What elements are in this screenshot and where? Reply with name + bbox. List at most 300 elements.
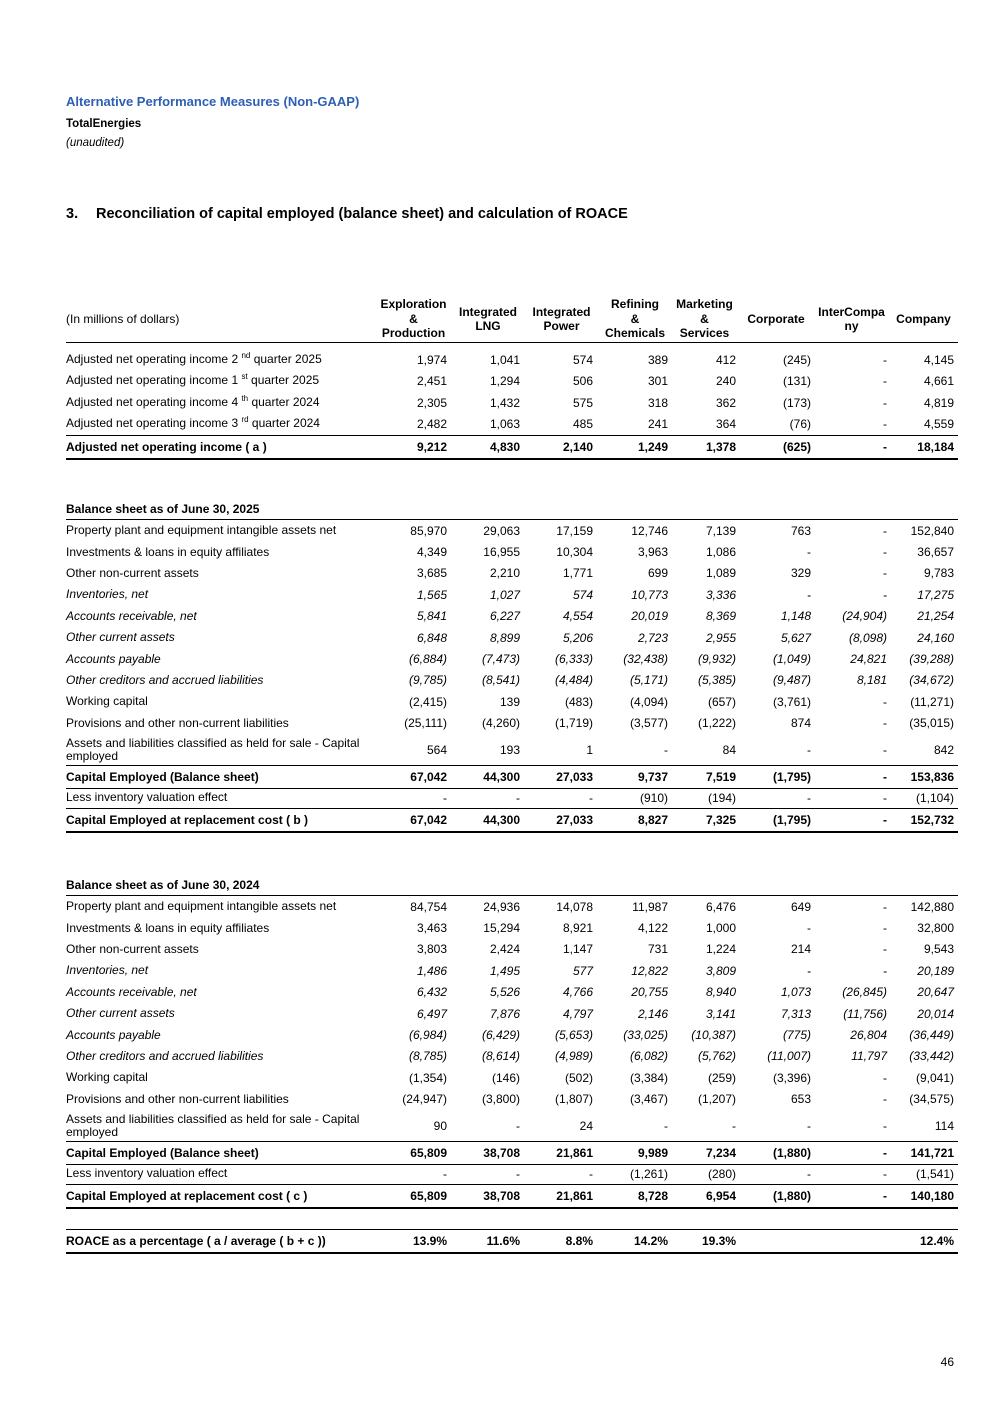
row-label: Provisions and other non-current liabilities <box>66 1091 289 1106</box>
cell-value: (5,653) <box>554 1028 593 1043</box>
cell-value: 90 <box>433 1118 447 1133</box>
cell-value: 2,140 <box>562 440 593 454</box>
cell-value: 3,336 <box>705 587 736 602</box>
cell-value: - <box>807 1118 811 1133</box>
cell-value: 1,063 <box>489 416 520 431</box>
page-number: 46 <box>940 1355 954 1369</box>
cell-value: 574 <box>572 352 593 367</box>
cell-value: (259) <box>707 1070 736 1085</box>
table-row <box>66 982 958 1003</box>
cell-value: 13.9% <box>412 1234 447 1248</box>
table-row <box>66 787 958 808</box>
cell-value: 1,495 <box>489 963 520 978</box>
cell-value: - <box>443 1166 447 1181</box>
cell-value: 1,041 <box>489 352 520 367</box>
cell-value: 362 <box>715 395 736 410</box>
cell-value: 19.3% <box>701 1234 736 1248</box>
cell-value: 240 <box>715 373 736 388</box>
cell-value: (502) <box>564 1070 593 1085</box>
cell-value: 7,313 <box>780 1006 811 1021</box>
cell-value: (194) <box>707 790 736 805</box>
cell-value: 20,189 <box>917 963 954 978</box>
cell-value: 2,723 <box>637 630 668 645</box>
cell-value: 152,732 <box>910 813 954 827</box>
column-header-line: & <box>409 311 418 326</box>
table-row <box>66 917 958 938</box>
cell-value: 24,936 <box>483 899 520 914</box>
cell-value: 67,042 <box>410 813 447 827</box>
row-label-part: Adjusted net operating income 2 <box>66 352 242 366</box>
cell-value: 4,797 <box>562 1006 593 1021</box>
cell-value: - <box>883 416 887 431</box>
cell-value: 27,033 <box>556 813 593 827</box>
cell-value: 8,181 <box>856 673 887 688</box>
cell-value: 214 <box>790 942 811 957</box>
cell-value: 20,755 <box>631 985 668 1000</box>
table-row <box>66 960 958 981</box>
cell-value: 44,300 <box>483 813 520 827</box>
cell-value: - <box>732 1118 736 1133</box>
row-label: Working capital <box>66 694 148 709</box>
table-row <box>66 1046 958 1067</box>
table-row <box>66 896 958 917</box>
cell-value: - <box>883 1118 887 1133</box>
cell-value: (131) <box>782 373 811 388</box>
column-header <box>889 296 958 342</box>
cell-value: 2,482 <box>416 416 447 431</box>
table-row <box>66 413 958 434</box>
column-header-line: Company <box>896 311 951 326</box>
cell-value: 4,349 <box>416 545 447 560</box>
cell-value: 5,526 <box>489 985 520 1000</box>
cell-value: 193 <box>499 742 520 757</box>
column-header-line: Chemicals <box>604 326 666 341</box>
cell-value: 1,565 <box>416 587 447 602</box>
cell-value: 65,809 <box>410 1146 447 1160</box>
row-label: Other creditors and accrued liabilities <box>66 1048 264 1063</box>
cell-value: - <box>883 813 887 827</box>
cell-value: (1,049) <box>772 652 811 667</box>
cell-value: 6,432 <box>416 985 447 1000</box>
cell-value: (657) <box>707 694 736 709</box>
table-row <box>66 1141 958 1165</box>
cell-value: 5,841 <box>416 609 447 624</box>
cell-value: - <box>883 395 887 410</box>
cell-value: (1,541) <box>915 1166 954 1181</box>
table-row <box>66 713 958 734</box>
cell-value: (1,795) <box>772 770 811 784</box>
cell-value: 11.6% <box>486 1234 520 1248</box>
table-row <box>66 1163 958 1184</box>
section-title-text: Reconciliation of capital employed (balance sheet) and calculation of ROACE <box>96 206 628 222</box>
cell-value: 2,210 <box>489 566 520 581</box>
cell-value: 153,836 <box>910 770 954 784</box>
row-label <box>66 349 386 370</box>
cell-value: - <box>883 545 887 560</box>
cell-value: (4,989) <box>554 1049 593 1064</box>
cell-value: - <box>883 523 887 538</box>
cell-value: - <box>807 790 811 805</box>
cell-value: 8,728 <box>637 1189 668 1203</box>
cell-value: (173) <box>782 395 811 410</box>
cell-value: (32,438) <box>623 652 668 667</box>
cell-value: 4,145 <box>923 352 954 367</box>
cell-value: 318 <box>647 395 668 410</box>
cell-value: (39,288) <box>909 652 954 667</box>
cell-value: - <box>883 790 887 805</box>
cell-value: (8,785) <box>408 1049 447 1064</box>
cell-value: 9,543 <box>923 942 954 957</box>
cell-value: 12.4% <box>919 1234 954 1248</box>
cell-value: (9,932) <box>697 652 736 667</box>
cell-value: 8.8% <box>565 1234 593 1248</box>
row-label-part: quarter 2024 <box>248 395 320 409</box>
cell-value: 1,000 <box>705 921 736 936</box>
column-header-line: Marketing <box>676 297 733 312</box>
row-label <box>66 370 386 391</box>
row-label: Property plant and equipment intangible assets net <box>66 899 337 914</box>
cell-value: 4,819 <box>923 395 954 410</box>
cell-value: 18,184 <box>917 440 954 454</box>
cell-value: (146) <box>491 1070 520 1085</box>
cell-value: 1,148 <box>780 609 811 624</box>
table-row <box>66 563 958 584</box>
table-header-row <box>66 296 958 343</box>
cell-value: 564 <box>426 742 447 757</box>
cell-value: - <box>883 963 887 978</box>
cell-value: 9,783 <box>923 566 954 581</box>
cell-value: 67,042 <box>410 770 447 784</box>
cell-value: 6,227 <box>489 609 520 624</box>
cell-value: 36,657 <box>917 545 954 560</box>
cell-value: 20,019 <box>631 609 668 624</box>
cell-value: 6,848 <box>416 630 447 645</box>
cell-value: 21,861 <box>556 1189 593 1203</box>
cell-value: (6,333) <box>554 652 593 667</box>
row-label: Other creditors and accrued liabilities <box>66 672 264 687</box>
cell-value: 5,627 <box>780 630 811 645</box>
unaudited-note: (unaudited) <box>66 137 125 149</box>
table-row <box>66 541 958 562</box>
cell-value: 1,249 <box>637 440 668 454</box>
table-row <box>66 939 958 960</box>
cell-value: 2,424 <box>489 942 520 957</box>
cell-value: - <box>589 790 593 805</box>
cell-value: 44,300 <box>483 770 520 784</box>
row-label-part: th <box>241 394 249 403</box>
cell-value: (1,880) <box>772 1189 811 1203</box>
row-label: Other non-current assets <box>66 941 199 956</box>
cell-value: 2,146 <box>637 1006 668 1021</box>
cell-value: (3,800) <box>481 1092 520 1107</box>
column-header-line: Refining <box>611 297 659 312</box>
row-label: Accounts receivable, net <box>66 984 197 999</box>
cell-value: 32,800 <box>917 921 954 936</box>
cell-value: (6,984) <box>408 1028 447 1043</box>
cell-value: 364 <box>715 416 736 431</box>
table-row <box>66 765 958 789</box>
column-header-line: Corporate <box>747 311 805 326</box>
cell-value: 141,721 <box>910 1146 954 1160</box>
cell-value: - <box>589 1166 593 1181</box>
section-heading: Balance sheet as of June 30, 2024 <box>66 877 260 892</box>
cell-value: 139 <box>499 694 520 709</box>
cell-value: 9,989 <box>637 1146 668 1160</box>
cell-value: (775) <box>782 1028 811 1043</box>
column-header-line: Power <box>543 319 580 333</box>
row-label: Investments & loans in equity affiliates <box>66 920 270 935</box>
cell-value: 11,797 <box>851 1049 887 1064</box>
cell-value: 152,840 <box>910 523 954 538</box>
row-label: Accounts payable <box>66 1027 161 1042</box>
row-label: Less inventory valuation effect <box>66 1166 228 1180</box>
cell-value: - <box>807 742 811 757</box>
cell-value: 142,880 <box>910 899 954 914</box>
cell-value: 4,661 <box>923 373 954 388</box>
table-row <box>66 1067 958 1088</box>
cell-value: 7,325 <box>705 813 736 827</box>
cell-value: (245) <box>782 352 811 367</box>
cell-value: - <box>516 1166 520 1181</box>
cell-value: 65,809 <box>410 1189 447 1203</box>
column-header <box>738 296 814 342</box>
table-row <box>66 435 958 460</box>
cell-value: 412 <box>715 352 736 367</box>
row-label: Other current assets <box>66 630 175 645</box>
row-label: ROACE as a percentage ( a / average ( b + c )) <box>66 1233 326 1248</box>
cell-value: 1,086 <box>705 545 736 560</box>
cell-value: 2,451 <box>416 373 447 388</box>
cell-value: 1,073 <box>780 985 811 1000</box>
cell-value: (36,449) <box>909 1028 954 1043</box>
table-row <box>66 670 958 691</box>
cell-value: 11,987 <box>632 899 668 914</box>
cell-value: 3,141 <box>705 1006 736 1021</box>
cell-value: (5,385) <box>697 673 736 688</box>
cell-value: (76) <box>789 416 811 431</box>
cell-value: 4,830 <box>489 440 520 454</box>
cell-value: - <box>883 942 887 957</box>
row-label: Assets and liabilities classified as held for sale - Capital employed <box>66 1111 360 1139</box>
cell-value: (3,396) <box>772 1070 811 1085</box>
row-label: Property plant and equipment intangible assets net <box>66 523 337 538</box>
cell-value: 20,647 <box>917 985 954 1000</box>
cell-value: (33,025) <box>623 1028 668 1043</box>
cell-value: 7,139 <box>705 523 736 538</box>
cell-value: (35,015) <box>909 716 954 731</box>
row-label-part: quarter 2025 <box>247 373 320 387</box>
cell-value: 84 <box>722 742 736 757</box>
cell-value: 24 <box>579 1118 593 1133</box>
cell-value: - <box>807 545 811 560</box>
cell-value: 3,809 <box>705 963 736 978</box>
cell-value: 14.2% <box>633 1234 668 1248</box>
cell-value: 24,160 <box>917 630 954 645</box>
cell-value: 1,378 <box>705 440 736 454</box>
cell-value: 7,876 <box>489 1006 520 1021</box>
cell-value: 8,369 <box>705 609 736 624</box>
cell-value: 874 <box>790 716 811 731</box>
cell-value: (4,484) <box>554 673 593 688</box>
table-row <box>66 1110 958 1141</box>
cell-value: 731 <box>647 942 668 957</box>
cell-value: (9,041) <box>915 1070 954 1085</box>
cell-value: (4,094) <box>629 694 668 709</box>
cell-value: 8,827 <box>637 813 668 827</box>
cell-value: 3,685 <box>416 566 447 581</box>
row-label: Other current assets <box>66 1006 175 1021</box>
cell-value: - <box>883 742 887 757</box>
cell-value: - <box>883 440 887 454</box>
cell-value: 6,954 <box>705 1189 736 1203</box>
cell-value: 575 <box>572 395 593 410</box>
cell-value: (8,541) <box>481 673 520 688</box>
cell-value: (34,672) <box>909 673 954 688</box>
cell-value: 241 <box>647 416 668 431</box>
cell-value: 842 <box>933 742 954 757</box>
column-header <box>814 296 889 342</box>
cell-value: - <box>807 921 811 936</box>
cell-value: 14,078 <box>556 899 593 914</box>
cell-value: (25,111) <box>404 716 447 731</box>
cell-value: 1,027 <box>489 587 520 602</box>
table-row <box>66 606 958 627</box>
cell-value: 1,089 <box>705 566 736 581</box>
row-label: Provisions and other non-current liabilities <box>66 715 289 730</box>
section-heading-row <box>66 875 958 896</box>
cell-value: (24,904) <box>842 609 887 624</box>
table-row <box>66 691 958 712</box>
cell-value: (9,487) <box>772 673 811 688</box>
cell-value: 329 <box>790 566 811 581</box>
row-label: Inventories, net <box>66 963 149 978</box>
column-header <box>524 296 599 342</box>
cell-value: 1,771 <box>562 566 593 581</box>
cell-value: - <box>883 373 887 388</box>
cell-value: (483) <box>564 694 593 709</box>
cell-value: 21,861 <box>556 1146 593 1160</box>
cell-value: 38,708 <box>483 1189 520 1203</box>
unit-label: (In millions of dollars) <box>66 311 180 326</box>
cell-value: 2,955 <box>705 630 736 645</box>
cell-value: 8,940 <box>705 985 736 1000</box>
cell-value: (3,467) <box>629 1092 668 1107</box>
cell-value: 12,746 <box>631 523 668 538</box>
cell-value: 9,212 <box>416 440 447 454</box>
cell-value: 1,974 <box>416 352 447 367</box>
cell-value: - <box>807 963 811 978</box>
cell-value: 10,304 <box>556 545 593 560</box>
cell-value: 10,773 <box>631 587 668 602</box>
column-header <box>671 296 738 342</box>
cell-value: - <box>443 790 447 805</box>
table-row <box>66 734 958 765</box>
cell-value: 7,234 <box>705 1146 736 1160</box>
cell-value: 6,497 <box>416 1006 447 1021</box>
row-label-part: quarter 2024 <box>248 416 320 430</box>
section-number: 3. <box>66 206 79 222</box>
cell-value: 1,224 <box>705 942 736 957</box>
column-header-line: & <box>700 311 709 326</box>
cell-value: - <box>516 1118 520 1133</box>
cell-value: (1,104) <box>915 790 954 805</box>
table-row <box>66 627 958 648</box>
cell-value: - <box>664 742 668 757</box>
row-label: Capital Employed at replacement cost ( b ) <box>66 812 309 827</box>
cell-value: 9,737 <box>637 770 668 784</box>
row-label: Capital Employed (Balance sheet) <box>66 769 259 784</box>
cell-value: (9,785) <box>408 673 447 688</box>
cell-value: - <box>883 1070 887 1085</box>
row-label: Less inventory valuation effect <box>66 790 228 804</box>
row-label: Inventories, net <box>66 587 149 602</box>
table-row <box>66 808 958 833</box>
cell-value: - <box>807 587 811 602</box>
table-row <box>66 392 958 413</box>
cell-value: 15,294 <box>483 921 520 936</box>
row-label-part: Adjusted net operating income 3 <box>66 416 242 430</box>
row-label <box>66 392 386 413</box>
cell-value: - <box>883 716 887 731</box>
cell-value: - <box>883 1166 887 1181</box>
row-label-part: quarter 2025 <box>250 352 322 366</box>
cell-value: 1,432 <box>489 395 520 410</box>
company-name: TotalEnergies <box>66 118 142 130</box>
cell-value: (4,260) <box>481 716 520 731</box>
row-label: Assets and liabilities classified as held for sale - Capital employed <box>66 735 360 763</box>
row-label <box>66 413 386 434</box>
column-header-line: InterCompa <box>818 304 885 319</box>
cell-value: (1,880) <box>772 1146 811 1160</box>
cell-value: (6,429) <box>481 1028 520 1043</box>
cell-value: (8,098) <box>848 630 887 645</box>
cell-value: (3,761) <box>772 694 811 709</box>
section-heading-row <box>66 499 958 520</box>
cell-value: (11,271) <box>910 694 954 709</box>
cell-value: (33,442) <box>909 1049 954 1064</box>
cell-value: (1,795) <box>772 813 811 827</box>
cell-value: 699 <box>647 566 668 581</box>
cell-value: 27,033 <box>556 770 593 784</box>
cell-value: 1 <box>586 742 593 757</box>
cell-value: - <box>883 899 887 914</box>
cell-value: - <box>883 566 887 581</box>
table-row <box>66 1024 958 1045</box>
table-row <box>66 584 958 605</box>
cell-value: 574 <box>572 587 593 602</box>
cell-value: (910) <box>639 790 668 805</box>
cell-value: - <box>883 1146 887 1160</box>
cell-value: 5,206 <box>562 630 593 645</box>
cell-value: (24,947) <box>402 1092 447 1107</box>
row-label-part: Adjusted net operating income 1 <box>66 373 242 387</box>
cell-value: 6,476 <box>705 899 736 914</box>
cell-value: - <box>664 1118 668 1133</box>
cell-value: 140,180 <box>910 1189 954 1203</box>
cell-value: (5,171) <box>629 673 668 688</box>
cell-value: (1,719) <box>554 716 593 731</box>
row-label: Capital Employed at replacement cost ( c ) <box>66 1188 308 1203</box>
cell-value: (1,207) <box>697 1092 736 1107</box>
column-header-line: LNG <box>475 319 501 333</box>
row-label: Capital Employed (Balance sheet) <box>66 1145 259 1160</box>
table-row <box>66 1089 958 1110</box>
cell-value: 1,486 <box>416 963 447 978</box>
cell-value: (5,762) <box>697 1049 736 1064</box>
cell-value: (26,845) <box>842 985 887 1000</box>
table-row <box>66 1003 958 1024</box>
cell-value: 3,463 <box>416 921 447 936</box>
